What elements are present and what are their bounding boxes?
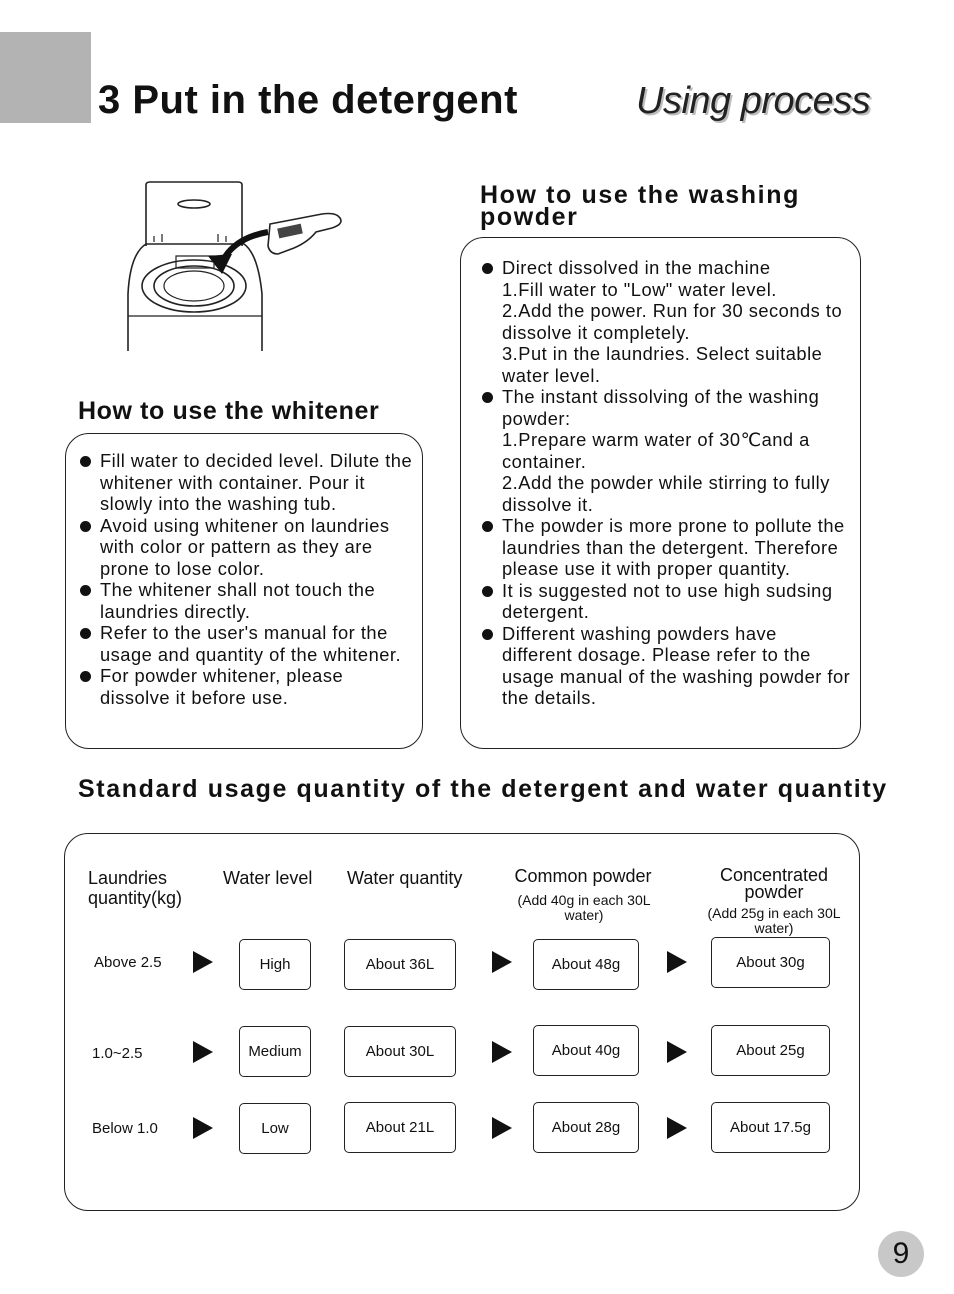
row-label: Above 2.5 (94, 954, 162, 971)
row-label: Below 1.0 (92, 1120, 158, 1137)
washing-powder-list (480, 257, 852, 709)
page-number: 9 (878, 1231, 924, 1277)
common-powder-cell: About 40g (533, 1025, 639, 1076)
row-arrow-icon (193, 951, 213, 973)
water-quantity-cell: About 36L (344, 939, 456, 990)
water-level-cell: Medium (239, 1026, 311, 1077)
list-item: The whitener shall not touch the laundries directly. (78, 579, 418, 622)
column-header-water-quantity: Water quantity (347, 868, 463, 888)
row-arrow-icon (193, 1041, 213, 1063)
water-quantity-cell: About 21L (344, 1102, 456, 1153)
column-note-concentrated-powder: (Add 25g in each 30L water) (707, 905, 841, 936)
row-arrow-icon (492, 951, 512, 973)
row-arrow-icon (492, 1117, 512, 1139)
section-label: Using process (636, 80, 871, 122)
row-arrow-icon (667, 1117, 687, 1139)
water-quantity-cell: About 30L (344, 1026, 456, 1077)
column-header-concentrated-powder: Concentrated powder (719, 865, 829, 902)
header-tab-block (0, 32, 91, 123)
row-arrow-icon (667, 1041, 687, 1063)
whitener-list (78, 450, 418, 708)
column-header-common-powder: Common powder (514, 866, 652, 886)
row-label: 1.0~2.5 (92, 1045, 143, 1062)
washing-machine-illustration (118, 176, 350, 356)
list-item: For powder whitener, please dissolve it before use. (78, 665, 418, 708)
row-arrow-icon (667, 951, 687, 973)
list-item: Different washing powders have different dosage. Please refer to the usage manual of the washing powder for the details. (480, 623, 852, 709)
concentrated-powder-cell: About 17.5g (711, 1102, 830, 1153)
list-item: Direct dissolved in the machine 1.Fill water to "Low" water level. 2.Add the power. Run for 30 seconds to dissolve it completely. 3.Put in the laundries. Select suitable water level. (480, 257, 852, 386)
whitener-heading: How to use the whitener (78, 397, 380, 425)
water-level-cell: Low (239, 1103, 311, 1154)
row-arrow-icon (492, 1041, 512, 1063)
concentrated-powder-cell: About 25g (711, 1025, 830, 1076)
common-powder-cell: About 48g (533, 939, 639, 990)
usage-table-heading: Standard usage quantity of the detergent and water quantity (78, 775, 888, 803)
concentrated-powder-cell: About 30g (711, 937, 830, 988)
list-item: Avoid using whitener on laundries with color or pattern as they are prone to lose color. (78, 515, 418, 580)
water-level-cell: High (239, 939, 311, 990)
list-item: The powder is more prone to pollute the laundries than the detergent. Therefore please use it with proper quantity. (480, 515, 852, 580)
washing-powder-heading: How to use the washing powder (480, 181, 800, 231)
detergent-scoop-icon (268, 214, 341, 255)
column-note-common-powder: (Add 40g in each 30L water) (517, 892, 651, 923)
column-header-laundries: Laundries quantity(kg) (88, 868, 183, 908)
list-item: Fill water to decided level. Dilute the whitener with container. Pour it slowly into the washing tub. (78, 450, 418, 515)
row-arrow-icon (193, 1117, 213, 1139)
list-item: The instant dissolving of the washing powder: 1.Prepare warm water of 30℃and a container. 2.Add the powder while stirring to fully dissolve it. (480, 386, 852, 515)
page-title: 3 Put in the detergent (98, 78, 518, 122)
list-item: It is suggested not to use high sudsing detergent. (480, 580, 852, 623)
common-powder-cell: About 28g (533, 1102, 639, 1153)
column-header-water-level: Water level (223, 868, 313, 888)
list-item: Refer to the user's manual for the usage and quantity of the whitener. (78, 622, 418, 665)
